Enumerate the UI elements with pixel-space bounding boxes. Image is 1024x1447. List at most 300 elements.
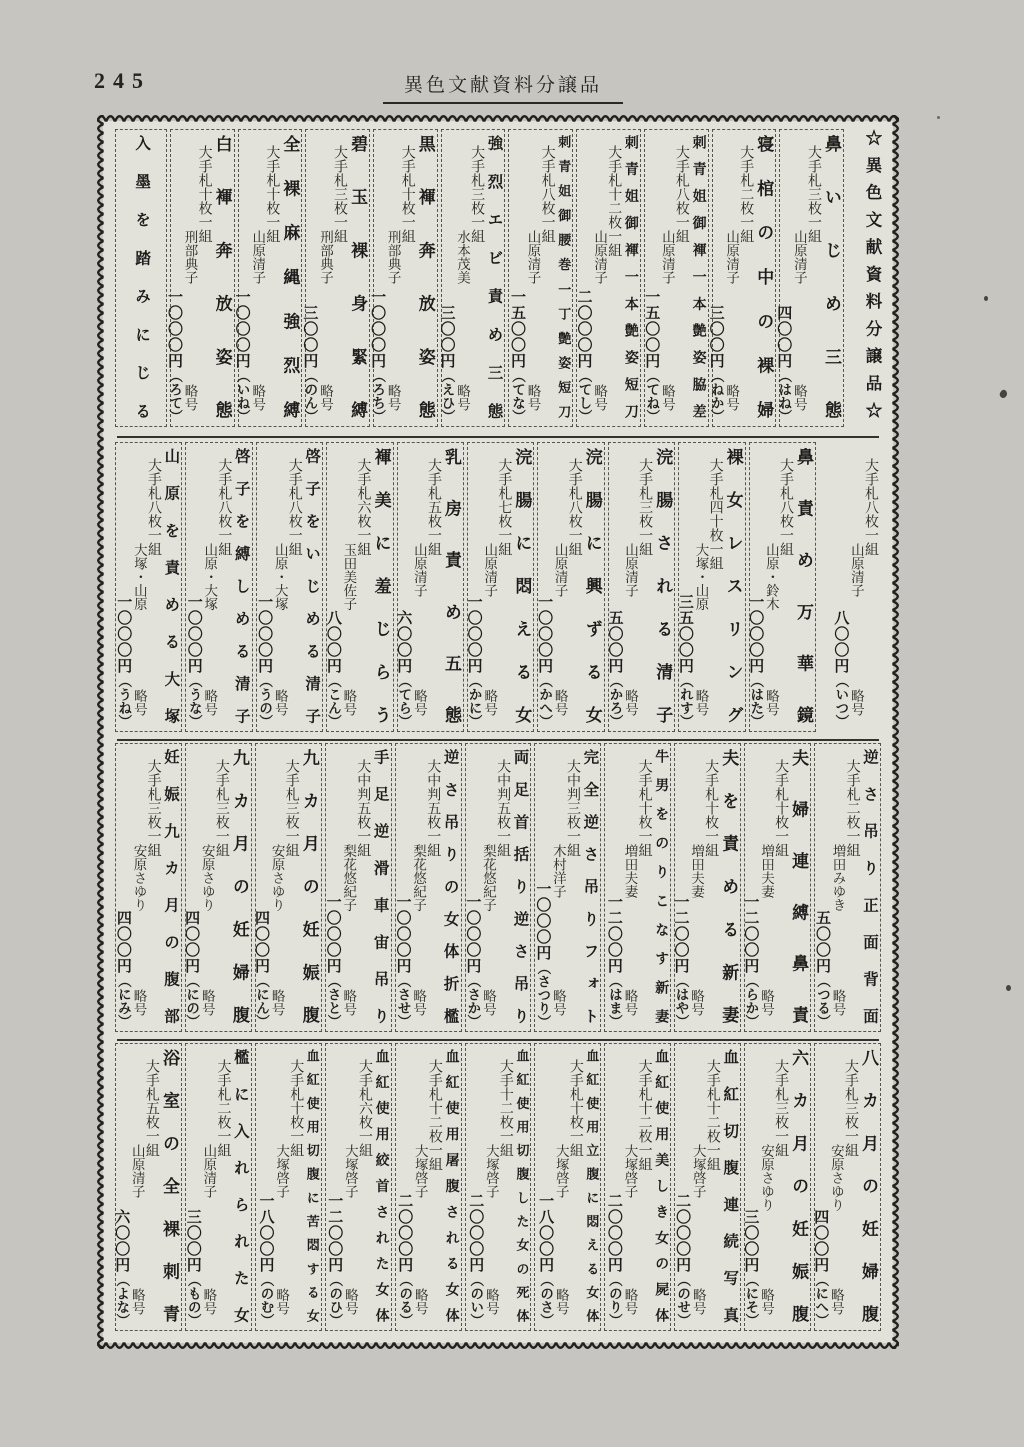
scan-speck (998, 389, 1008, 400)
listing (301, 129, 370, 427)
listing-price-line (184, 1209, 201, 1327)
listing-price-line (255, 594, 272, 728)
listing (537, 442, 604, 732)
listing-price-label: 略号 (830, 989, 846, 1016)
listing-title: 浣腸される清子 (653, 448, 673, 724)
listing-price-label: 略号 (758, 1288, 774, 1315)
listing-price-line (165, 289, 182, 423)
listing-price-amount: 一〇〇〇円 (369, 289, 386, 369)
listing-model-name: 刑部典子 (385, 230, 401, 284)
listing-name-column (724, 135, 739, 421)
scan-speck (984, 296, 988, 301)
listing-price-line (437, 305, 454, 423)
listing (604, 743, 671, 1032)
listing-price-amount: 一八〇〇円 (257, 1193, 274, 1273)
listing-price-amount: 二〇〇〇円 (605, 1193, 622, 1273)
listing-set-quantity: 大手札三枚一組 (283, 759, 299, 857)
listing-order-code: （にへ） (813, 1273, 829, 1327)
listing-order-code: （ろち） (370, 369, 386, 423)
listing (395, 1043, 462, 1331)
listing-details (607, 1049, 651, 1325)
listing-order-code: （にみ） (115, 974, 131, 1028)
listing-details (328, 1049, 372, 1325)
listing-price-line (257, 1193, 274, 1327)
listing-price-label: 略号 (182, 384, 198, 411)
listing-price-amount: 一二〇〇円 (742, 894, 759, 974)
listing-price-label: 略号 (828, 1288, 844, 1315)
listing-price-line (673, 1193, 690, 1327)
listing-details (369, 135, 415, 423)
listing-title: 夫婦連縛鼻責 (789, 749, 809, 1024)
listing-set-quantity: 大手札二枚一組 (738, 145, 754, 243)
listing-model-name: 大塚啓子 (274, 1144, 290, 1198)
listing-order-code: （かへ） (537, 674, 553, 728)
listing-name-column (412, 1049, 427, 1325)
listing-details (183, 749, 229, 1028)
catalog-frame (103, 121, 893, 1343)
listing-price-label: 略号 (550, 989, 566, 1016)
listing-price-amount: 一〇〇〇円 (115, 594, 132, 674)
listing-price-line (324, 894, 341, 1028)
listing-price-amount: 一二〇〇円 (605, 894, 622, 974)
listing (185, 743, 252, 1032)
listing-title: 牛男をのりこなす新妻 (653, 749, 669, 1024)
listing-set-quantity: 大手札十枚一組 (399, 145, 415, 243)
listing-set-quantity: 大手札三枚一組 (773, 1059, 789, 1157)
listing-title: 裸女レスリング (723, 448, 743, 724)
listing (534, 743, 601, 1032)
listing-title: 八カ月の妊婦腹 (859, 1049, 878, 1323)
listing-title: 血紅使用切腹した女の死体 (514, 1049, 530, 1323)
listing-price-line (535, 594, 552, 728)
listing-price-amount: 二〇〇〇円 (467, 1193, 484, 1273)
listing-order-code: （にそ） (743, 1273, 759, 1327)
listing-price-amount: 三〇〇円 (301, 305, 318, 369)
listing-details (812, 1049, 858, 1327)
listing-price-amount: 二〇〇〇円 (674, 1193, 691, 1273)
listing-set-quantity: 大手札六枚一組 (355, 458, 371, 556)
listing-price-label: 略号 (317, 384, 333, 411)
listing-name-column (659, 135, 674, 421)
listing (465, 1043, 532, 1331)
listing-title: 檻に入れられた女 (231, 1049, 249, 1323)
listing-set-quantity: 大手札三枚一組 (145, 759, 161, 857)
listing-model-name: 山原清子 (201, 1144, 217, 1198)
listing-details (115, 448, 161, 728)
listing-title: 血紅使用立腹に悶える女体 (584, 1049, 600, 1323)
listing-name-column (848, 448, 863, 726)
listing-order-code: （こん） (325, 674, 341, 728)
listing-title: 啓子を縛しめる清子 (232, 448, 250, 724)
listing-model-name: 安原さゆり (828, 1144, 844, 1212)
listing (608, 442, 675, 732)
listing-order-code: （てな） (509, 369, 525, 423)
listing-price-line (465, 594, 482, 728)
listing-price-label: 略号 (202, 689, 218, 716)
listing-title: 山原を責める大塚 (162, 448, 180, 724)
listing-order-code: （のる） (397, 1273, 413, 1327)
listing (819, 442, 881, 732)
listing-price-line (463, 894, 480, 1028)
catalog-band-2 (115, 442, 881, 732)
listing-set-quantity: 大手札三枚一組 (637, 458, 653, 556)
listing-name-column (250, 135, 265, 421)
listing-title: 鼻責め万華鏡 (794, 448, 813, 724)
listing (255, 1043, 322, 1331)
listing-name-column (690, 1049, 705, 1325)
listing-price-amount: 四〇〇円 (775, 305, 792, 369)
listing-details (324, 448, 371, 728)
listing-price-label: 略号 (622, 989, 638, 1016)
listing-order-code: （てね） (644, 369, 660, 423)
listing-title: 碧玉裸身緊縛 (348, 135, 368, 419)
listing-model-name: 山原清子 (592, 230, 608, 284)
listing-set-quantity: 大手札十二枚一組 (606, 145, 622, 257)
listing-name-column (274, 1049, 289, 1325)
listing-model-name: 山原清子 (525, 230, 541, 284)
listing-price-line (114, 910, 131, 1028)
listing-set-quantity: 大手札五枚一組 (425, 458, 441, 556)
listing-price-label: 略号 (341, 689, 357, 716)
listing-details (258, 1049, 303, 1325)
listing-title: 手足逆滑車宙吊り (371, 749, 389, 1024)
listing-title: 逆さ吊りの女体折檻 (441, 749, 459, 1024)
listing-title: 浴室の全裸刺青 (159, 1049, 179, 1323)
listing-order-code: （もの） (185, 1273, 201, 1327)
listing-price-label: 略号 (553, 1288, 569, 1315)
listing-details (394, 749, 441, 1028)
listing-price-label: 略号 (131, 689, 147, 716)
listing-set-quantity: 大中判五枚一組 (495, 759, 511, 857)
listing (165, 129, 235, 427)
listing-model-name: 山原・大塚 (202, 543, 218, 611)
listing-title: 妊娠九カ月の腹部 (161, 749, 179, 1024)
listing-price-line (325, 1193, 342, 1327)
listing-price-line (575, 289, 592, 423)
listing-name-column (342, 1049, 357, 1325)
listing-price-amount: 三〇〇円 (707, 305, 724, 369)
listing-title: 褌美に羞じらう (371, 448, 391, 724)
listing-order-code: （のむ） (258, 1273, 274, 1327)
listing-name-column (131, 749, 146, 1026)
listing-model-name: 大塚啓子 (622, 1144, 638, 1198)
listing-details (747, 448, 793, 728)
listing-title: 血紅使用切腹に苦悶する女 (304, 1049, 320, 1323)
listing-price-amount: 一〇〇〇円 (324, 894, 341, 974)
listing-order-code: （にん） (254, 974, 270, 1028)
listing-title: 血紅使用美しき女の屍体 (653, 1049, 669, 1323)
listing-price-line (831, 610, 848, 728)
listing-order-code: （てら） (396, 674, 412, 728)
listing-price-label: 略号 (693, 689, 709, 716)
listing-name-column (482, 448, 497, 726)
listing-order-code: （さと） (325, 974, 341, 1028)
listing-price-line (368, 289, 385, 423)
listing-model-name: 大塚・山原 (693, 543, 709, 611)
listing-order-code: （のい） (468, 1273, 484, 1327)
listing-price-amount: 五〇〇円 (813, 910, 830, 974)
listing-price-label: 略号 (622, 1288, 638, 1315)
listing-title: 乳房責め五態 (441, 448, 461, 724)
listing (576, 129, 641, 427)
listing-set-quantity: 大手札八枚一組 (539, 145, 555, 243)
listing-price-amount: 四〇〇円 (253, 910, 270, 974)
listing-details (465, 448, 512, 728)
listing-details (537, 1049, 582, 1325)
listing-price-amount: 六〇〇円 (395, 610, 412, 674)
listing-order-code: （ねか） (708, 369, 724, 423)
listing-details (742, 749, 789, 1028)
listing-order-code: （のり） (606, 1273, 622, 1327)
listing-price-line (642, 289, 659, 423)
listing-order-code: （うね） (116, 674, 132, 728)
listing-price-line (233, 289, 250, 423)
listing-order-code: （てし） (576, 369, 592, 423)
listing (744, 1043, 811, 1331)
listing-price-line (300, 305, 317, 423)
listing (674, 743, 741, 1032)
listing-price-amount: 一〇〇〇円 (185, 594, 202, 674)
listing-model-name: 大塚啓子 (483, 1144, 499, 1198)
listing-model-name: 梨花悠紀子 (481, 844, 496, 912)
listing-set-quantity: 大手札十枚一組 (567, 1059, 583, 1157)
listing-price-line (252, 910, 269, 1028)
listing-details (256, 448, 302, 728)
listing-set-quantity: 大手札八枚一組 (216, 458, 232, 556)
listing-price-line (605, 894, 622, 1028)
listing-details (775, 135, 821, 423)
listing-set-quantity: 大手札十二枚一組 (704, 1059, 720, 1171)
listing-name-column (550, 749, 565, 1026)
listing-price-line (394, 894, 411, 1028)
listing (467, 442, 534, 732)
listing-set-quantity: 大手札十枚一組 (196, 145, 212, 243)
listing-price-label: 略号 (483, 1288, 499, 1315)
listing-model-name: 山原清子 (659, 230, 675, 284)
listing-model-name: 梨花悠紀子 (341, 844, 357, 912)
listing-order-code: （かに） (466, 674, 482, 728)
listing-set-quantity: 大中判五枚一組 (425, 759, 441, 857)
listing-name-column (828, 1049, 843, 1325)
listing (115, 743, 182, 1032)
catalog-band-3 (115, 743, 881, 1032)
listing-set-quantity: 大手札八枚一組 (673, 145, 689, 243)
listing (185, 442, 252, 732)
listing-price-label: 略号 (481, 989, 496, 1016)
listing-title: 刺青姐御褌一本艶姿脇差 (690, 135, 706, 419)
listing-name-column (688, 749, 703, 1026)
listing-price-amount: 四〇〇円 (114, 910, 131, 974)
listing-price-amount: 一〇〇〇円 (534, 880, 551, 961)
listing-price-label: 略号 (623, 689, 639, 716)
listing-title: 入墨を踏みにじる (133, 135, 151, 419)
listing-price-amount: 一八〇〇円 (537, 1193, 554, 1273)
listing (644, 129, 709, 427)
listing (115, 442, 182, 732)
listing-model-name: 山原清子 (724, 230, 740, 284)
listing-price-amount: 一二〇〇円 (672, 894, 689, 974)
listing-order-code: （のさ） (538, 1273, 554, 1327)
listing-price-label: 略号 (250, 384, 266, 411)
listing (233, 129, 303, 427)
listing-order-code: （はや） (673, 974, 689, 1028)
listing-set-quantity: 大手札十二枚一組 (426, 1059, 442, 1171)
listing-name-column (454, 135, 469, 421)
listing-price-line (182, 910, 199, 1028)
listing-name-column (622, 1049, 637, 1325)
listing-model-name: 山原清子 (623, 543, 639, 597)
listing-order-code: （ろて） (166, 369, 182, 423)
listing-details (165, 135, 212, 423)
listing-name-column (592, 135, 607, 421)
listing-title: 刺青姐御腰巻一丁艶姿短刀 (556, 135, 572, 419)
listing-set-quantity: 大手札二枚一組 (844, 759, 860, 857)
listing-price-amount: 一〇〇〇円 (256, 594, 273, 674)
listing-order-code: （つる） (814, 974, 830, 1028)
listing-price-label: 略号 (455, 384, 471, 411)
listing-order-code: （のせ） (675, 1273, 691, 1327)
listing (707, 129, 777, 427)
listing-set-quantity: 大手札五枚一組 (143, 1059, 159, 1157)
listing-model-name: 安原さゆり (131, 844, 147, 912)
listing-order-code: （うな） (186, 674, 202, 728)
listing-name-column (269, 749, 284, 1026)
frame-border-top (97, 114, 899, 122)
listing-model-name: 増田夫妻 (689, 844, 705, 898)
listing-price-amount: 二〇〇〇円 (575, 289, 592, 369)
listing-name-column (622, 448, 637, 726)
listing (814, 743, 881, 1032)
listing-details (676, 448, 723, 728)
listing-details (575, 135, 622, 423)
listing-order-code: （はた） (748, 674, 764, 728)
listing-model-name: 水本茂美 (455, 230, 471, 284)
listing-title: 両足首括り逆さ吊り (511, 749, 529, 1024)
listing-title: 全裸麻縄強烈縛 (280, 135, 300, 419)
listing (604, 1043, 671, 1331)
scan-speck (1006, 985, 1011, 991)
listing-title: 浣腸に興ずる女 (582, 448, 602, 724)
listing-details (607, 749, 651, 1026)
listing-set-quantity: 大手札八枚一組 (777, 458, 793, 556)
listing-title: 刺青姐御褌一本艶姿短刀 (622, 135, 638, 419)
listing-set-quantity: 大手札三枚一組 (213, 759, 229, 857)
listing-price-amount: 一〇〇〇円 (747, 594, 764, 674)
listing-title: 啓子をいじめる清子 (303, 448, 321, 724)
listing-price-label: 略号 (689, 989, 705, 1016)
listing-model-name: 山原清子 (791, 230, 807, 284)
listing-price-line (741, 1209, 758, 1327)
listing-order-code: （いね） (234, 369, 250, 423)
listing (465, 743, 532, 1032)
listing-price-label: 略号 (525, 384, 541, 411)
listing-details (674, 1049, 720, 1327)
listing-price-line (707, 305, 724, 423)
listing-name-column (317, 135, 332, 421)
listing-price-line (114, 594, 131, 728)
listing-title: 九カ月の妊娠腹 (299, 749, 319, 1024)
listing (438, 129, 506, 427)
listing-order-code: （うの） (257, 674, 273, 728)
listing-price-amount: 八〇〇円 (832, 610, 849, 674)
listing-order-code: （はね） (776, 369, 792, 423)
listing-title: 白褌奔放姿態 (212, 135, 232, 419)
listing-details (464, 749, 511, 1028)
listing-price-line (185, 594, 202, 728)
listing-title: 黒褌奔放姿態 (415, 135, 435, 419)
listing (115, 129, 167, 427)
listing-price-amount: 一五〇〇円 (508, 289, 525, 369)
listing (325, 743, 392, 1032)
listing-price-label: 略号 (411, 689, 427, 716)
listing-set-quantity: 大手札三枚一組 (842, 1059, 858, 1157)
listing (678, 442, 745, 732)
listing-price-line (813, 910, 830, 1028)
listing-model-name: 大塚啓子 (412, 1144, 428, 1198)
listing-name-column (341, 749, 356, 1026)
listing-price-label: 略号 (201, 1288, 217, 1315)
listing-name-column (525, 135, 540, 421)
listing-set-quantity: 大手札八枚一組 (145, 458, 161, 556)
listing-price-line (676, 594, 693, 728)
listing-price-amount: 三〇〇円 (742, 1209, 759, 1273)
listing-model-name: 刑部典子 (182, 230, 198, 284)
listing-details (438, 135, 485, 423)
listing-price-amount: 一五〇〇円 (643, 289, 660, 369)
listing-price-label: 略号 (690, 1288, 706, 1315)
scan-speck (937, 116, 940, 119)
listing-set-quantity: 大手札二枚一組 (215, 1059, 231, 1157)
listing-model-name: 山原清子 (552, 543, 568, 597)
listing-details (822, 448, 878, 726)
listing-price-amount: 一二〇〇円 (326, 1193, 343, 1273)
listing (326, 442, 393, 732)
listing-price-amount: 三〇〇円 (438, 305, 455, 369)
listing-name-column (483, 1049, 498, 1325)
page-number: 245 (94, 68, 151, 93)
listing-details (707, 135, 754, 423)
listing-name-column (201, 1049, 216, 1325)
listing-price-line (394, 610, 411, 728)
listing-model-name: 増田みゆき (830, 844, 846, 912)
band-separator (117, 436, 879, 438)
listing-price-label: 略号 (763, 689, 779, 716)
band-separator (117, 1039, 879, 1041)
listing-price-label: 略号 (659, 384, 675, 411)
listing-model-name: 山原・鈴木 (763, 543, 779, 611)
listing-price-amount: 一〇〇〇円 (536, 594, 553, 674)
listing-price-label: 略号 (342, 1288, 358, 1315)
listing-order-code: （のひ） (327, 1273, 343, 1327)
listing-title: 夫を責める新妻 (719, 749, 739, 1024)
listing (508, 129, 573, 427)
listing-name-column (411, 749, 426, 1026)
listing-details (813, 749, 860, 1028)
listing-details (534, 749, 581, 1028)
listing-model-name: 大塚啓子 (553, 1144, 569, 1198)
listing-set-quantity: 大手札十枚一組 (264, 145, 280, 243)
listing-price-label: 略号 (269, 989, 285, 1016)
listing-price-label: 略号 (199, 989, 215, 1016)
listing-model-name: 大塚啓子 (690, 1144, 706, 1198)
listing-price-label: 略号 (791, 384, 807, 411)
listing-order-code: （はま） (606, 974, 622, 1028)
running-head: 異色文献資料分譲品 (383, 70, 623, 104)
listing-price-amount: 五〇〇円 (606, 610, 623, 674)
listing-set-quantity: 大手札四十枚一組 (707, 458, 723, 570)
listing-price-label: 略号 (131, 989, 147, 1016)
listing-details (468, 1049, 513, 1325)
